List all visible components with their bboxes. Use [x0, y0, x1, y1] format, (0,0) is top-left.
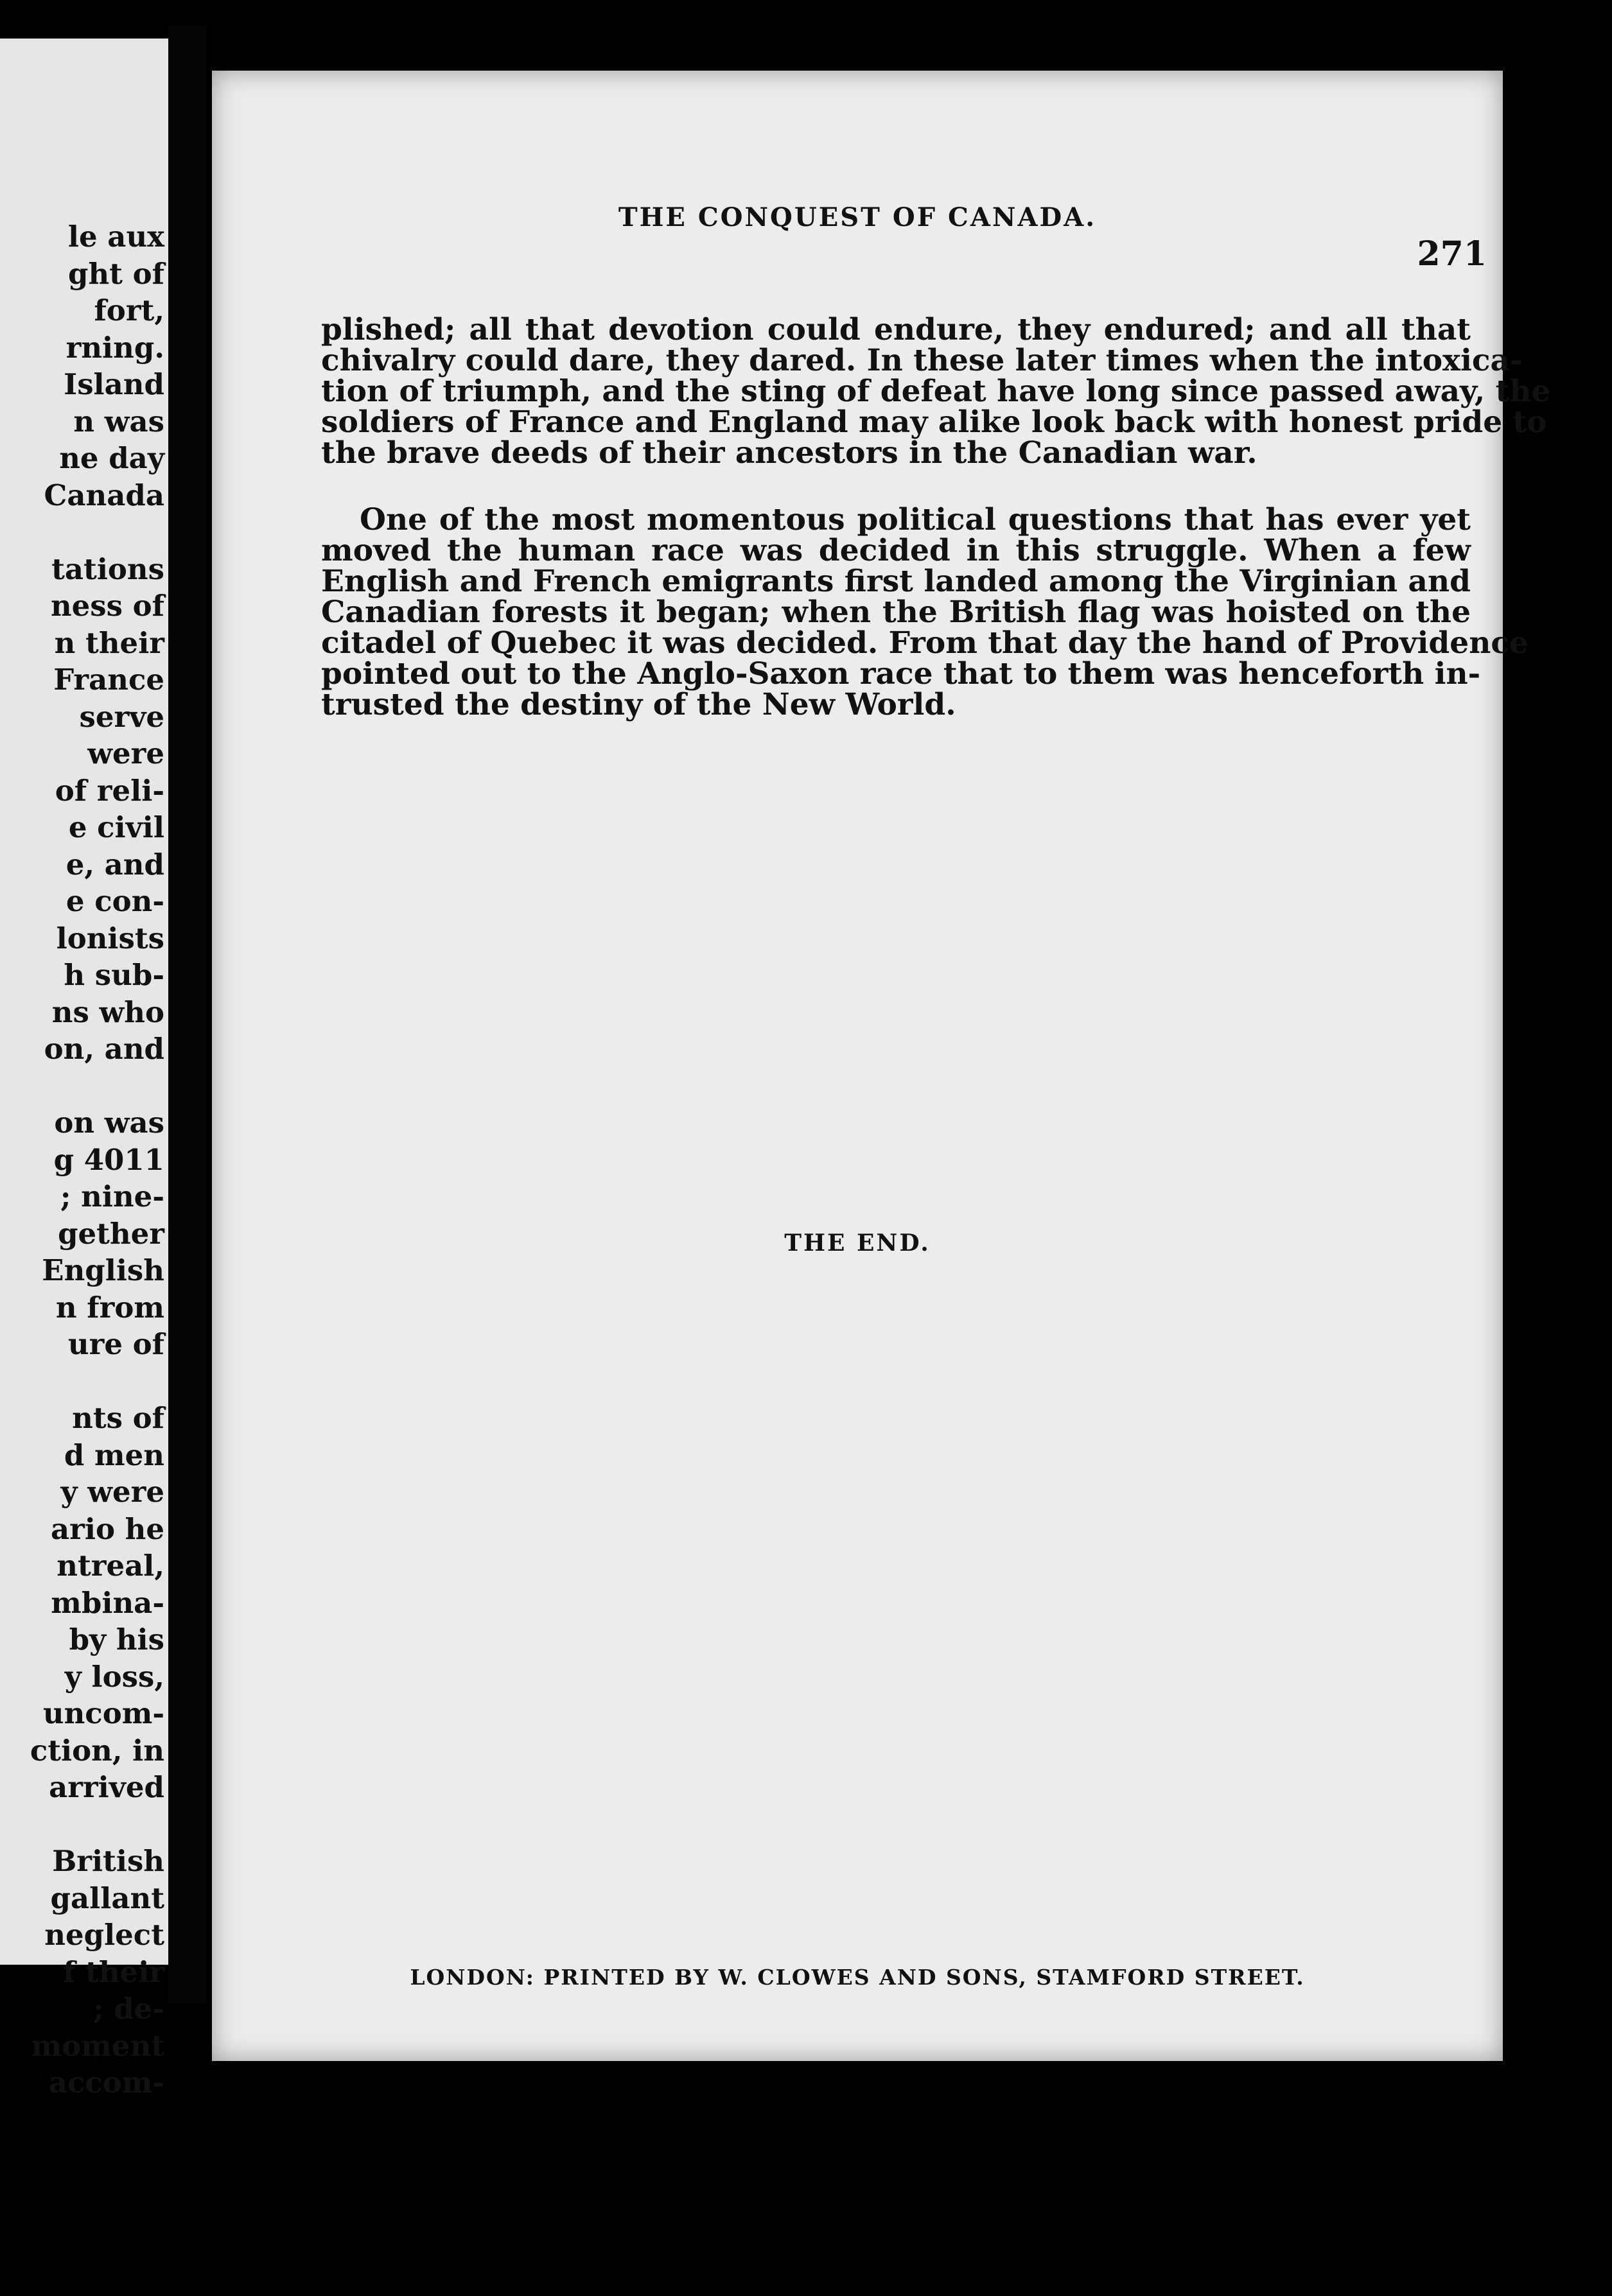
- previous-page-line: on was: [54, 1106, 164, 1140]
- text-line: chivalry could dare, they dared. In these later times when the intoxica-: [321, 343, 1523, 378]
- text-line: moved the human race was decided in this struggle. When a few: [321, 533, 1471, 568]
- paragraph-2: [321, 502, 1529, 722]
- running-head: THE CONQUEST OF CANADA.: [618, 202, 1097, 232]
- body-text: [321, 312, 1551, 722]
- the-end-label: THE END.: [784, 1230, 931, 1257]
- previous-page-line: ness of: [50, 589, 164, 623]
- previous-page-line: British: [52, 1844, 164, 1878]
- previous-page-fragment: [0, 39, 168, 2100]
- printer-imprint: LONDON: PRINTED BY W. CLOWES AND SONS, STAMFORD STREET.: [410, 1965, 1305, 1990]
- previous-page-line: by his: [69, 1622, 164, 1657]
- previous-page-line: gether: [58, 1216, 164, 1251]
- paragraph-1: [321, 312, 1551, 471]
- previous-page-line: Island: [64, 367, 164, 401]
- text-line: trusted the destiny of the New World.: [321, 687, 956, 722]
- previous-page-line: ght of: [67, 256, 164, 291]
- book-page: [212, 71, 1551, 2061]
- previous-page-line: n from: [55, 1290, 164, 1325]
- text-line: tion of triumph, and the sting of defeat have long since passed away, the: [321, 374, 1551, 409]
- previous-page-line: France: [53, 663, 164, 697]
- previous-page-line: ns who: [51, 995, 164, 1029]
- previous-page-line: fort,: [94, 293, 164, 327]
- previous-page-line: accom-: [48, 2066, 164, 2100]
- previous-page-line: ction, in: [30, 1733, 164, 1768]
- previous-page-line: moment: [31, 2028, 164, 2063]
- previous-page-line: mbina-: [51, 1585, 164, 1620]
- previous-page-line: of reli-: [55, 773, 164, 808]
- text-line: pointed out to the Anglo-Saxon race that to them was henceforth in-: [321, 656, 1481, 691]
- previous-page-line: Canada: [44, 478, 164, 512]
- previous-page-line: serve: [79, 699, 164, 734]
- previous-page-line: ; de-: [92, 1992, 164, 2026]
- text-line: Canadian forests it began; when the British flag was hoisted on the: [321, 595, 1471, 630]
- previous-page-line: tations: [51, 552, 164, 586]
- text-line: plished; all that devotion could endure, they endured; and all that: [321, 312, 1471, 347]
- previous-page-line: [0, 1068, 168, 1105]
- previous-page-line: y were: [60, 1475, 164, 1509]
- previous-page-line: n was: [73, 404, 164, 439]
- previous-page-line: ure of: [67, 1327, 164, 1361]
- previous-page-line: English: [42, 1253, 164, 1287]
- previous-page-line: were: [87, 736, 164, 770]
- text-line: soldiers of France and England may alike look back with honest pride to: [321, 404, 1547, 440]
- previous-page-line: e con-: [66, 884, 164, 918]
- text-line: the brave deeds of their ancestors in the Canadian war.: [321, 435, 1257, 471]
- previous-page-line: y loss,: [64, 1659, 164, 1694]
- previous-page-line: [0, 514, 168, 551]
- previous-page-line: le aux: [67, 220, 164, 254]
- previous-page-line: [0, 1363, 168, 1400]
- book-gutter: [168, 26, 207, 2003]
- previous-page-line: g 4011: [53, 1142, 164, 1177]
- previous-page-line: nts of: [72, 1401, 164, 1435]
- text-line: English and French emigrants first landed among the Virginian and: [321, 564, 1471, 599]
- previous-page-line: [0, 1806, 168, 1843]
- previous-page-line: arrived: [49, 1770, 164, 1804]
- previous-page-line: e, and: [66, 847, 164, 882]
- previous-page-line: f their: [63, 1954, 164, 1989]
- page-number: 271: [1417, 234, 1487, 274]
- previous-page-line: n their: [54, 625, 164, 660]
- previous-page-line: ; nine-: [60, 1179, 164, 1213]
- previous-page-line: ne day: [59, 441, 164, 475]
- previous-page-line: ario he: [51, 1511, 164, 1546]
- previous-page-line: ntreal,: [57, 1549, 164, 1583]
- previous-page-line: gallant: [50, 1881, 164, 1915]
- previous-page-line: neglect: [44, 1918, 164, 1952]
- previous-page-line: on, and: [44, 1032, 164, 1066]
- previous-page-line: h sub-: [64, 958, 164, 992]
- text-line: citadel of Quebec it was decided. From that day the hand of Providence: [321, 625, 1529, 661]
- previous-page-line: rning.: [66, 330, 164, 365]
- previous-page-line: uncom-: [42, 1696, 164, 1730]
- previous-page-text: [0, 218, 168, 2101]
- text-line: One of the most momentous political questions that has ever yet: [360, 502, 1471, 537]
- previous-page-line: d men: [64, 1438, 164, 1472]
- previous-page-line: lonists: [56, 921, 164, 955]
- previous-page-line: e civil: [68, 810, 164, 844]
